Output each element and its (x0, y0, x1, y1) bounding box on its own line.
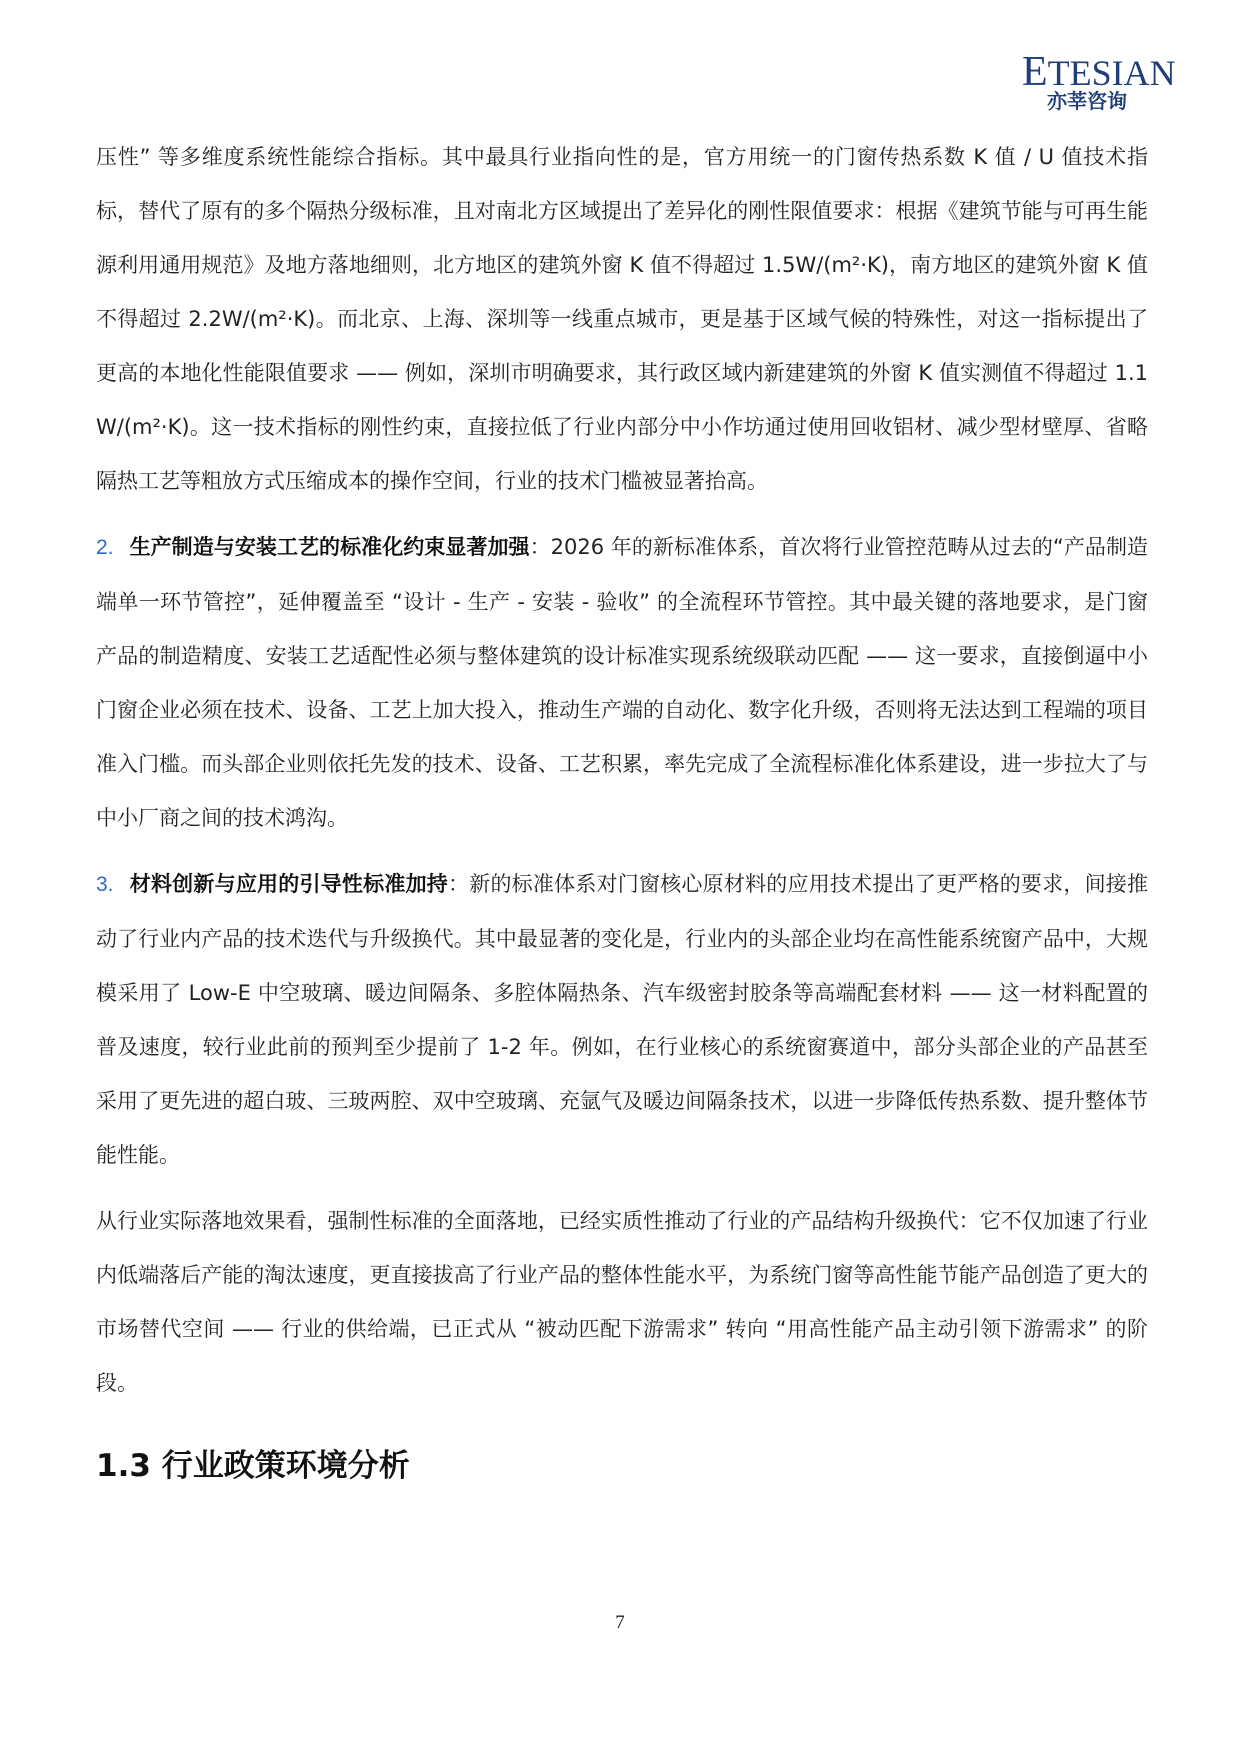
section-heading: 1.3 行业政策环境分析 (96, 1448, 410, 1484)
document-body (96, 130, 1148, 1488)
paragraph-summary: 从行业实际落地效果看，强制性标准的全面落地，已经实质性推动了行业的产品结构升级换代：它不仅加速了行业内低端落后产能的淘汰速度，更直接拔高了行业产品的整体性能水平，为系统门窗等高性能节能产品创造了更大的市场替代空间 —— 行业的供给端，已正式从 “被动匹配下游需求” 转向 “用高性能产品主动引领下游需求” 的阶段。 (96, 1209, 1148, 1395)
list-item-2 (96, 520, 1148, 845)
page-number: 7 (615, 1612, 625, 1633)
list-item-3 (96, 857, 1148, 1182)
list-item-text: 2026 年的新标准体系，首次将行业管控范畴从过去的“产品制造端单一环节管控”，延伸覆盖至 “设计 - 生产 - 安装 - 验收” 的全流程环节管控。其中最关键的落地要求，是门窗产品的制造精度、安装工艺适配性必须与整体建筑的设计标准实现系统级联动匹配 —— 这一要求，直接倒逼中小门窗企业必须在技术、设备、工艺上加大投入，推动生产端的自动化、数字化升级，否则将无法达到工程端的项目准入门槛。而头部企业则依托先发的技术、设备、工艺积累，率先完成了全流程标准化体系建设，进一步拉大了与中小厂商之间的技术鸿沟。 (96, 535, 1149, 830)
logo-english-wordmark: ETESIAN (1022, 49, 1176, 95)
list-item-colon: ： (448, 872, 470, 896)
list-item-lead: 生产制造与安装工艺的标准化约束显著加强 (129, 535, 530, 559)
list-item-lead: 材料创新与应用的引导性标准加持 (129, 872, 449, 896)
company-logo (1022, 49, 1176, 113)
logo-chinese-wordmark: 亦莘咨询 (1047, 89, 1127, 113)
paragraph-intro-continued: 压性” 等多维度系统性能综合指标。其中最具行业指向性的是，官方用统一的门窗传热系数 K 值 / U 值技术指标，替代了原有的多个隔热分级标准，且对南北方区域提出了差异化的刚性限值要求：根据《建筑节能与可再生能源利用通用规范》及地方落地细则，北方地区的建筑外窗 K 值不得超过 1.5W/(m²·K)，南方地区的建筑外窗 K 值不得超过 2.2W/(m²·K)。而北京、上海、深圳等一线重点城市，更是基于区域气候的特殊性，对这一指标提出了更高的本地化性能限值要求 —— 例如，深圳市明确要求，其行政区域内新建建筑的外窗 K 值实测值不得超过 1.1W/(m²·K)。这一技术指标的刚性约束，直接拉低了行业内部分中小作坊通过使用回收铝材、减少型材壁厚、省略隔热工艺等粗放方式压缩成本的操作空间，行业的技术门槛被显著抬高。 (96, 145, 1148, 493)
list-number: 3. (96, 873, 114, 896)
list-item-colon: ： (529, 535, 551, 559)
list-number: 2. (96, 536, 114, 559)
list-item-text: 新的标准体系对门窗核心原材料的应用技术提出了更严格的要求，间接推动了行业内产品的技术迭代与升级换代。其中最显著的变化是，行业内的头部企业均在高性能系统窗产品中，大规模采用了 Low-E 中空玻璃、暖边间隔条、多腔体隔热条、汽车级密封胶条等高端配套材料 —— 这一材料配置的普及速度，较行业此前的预判至少提前了 1-2 年。例如，在行业核心的系统窗赛道中，部分头部企业的产品甚至采用了更先进的超白玻、三玻两腔、双中空玻璃、充氩气及暖边间隔条技术，以进一步降低传热系数、提升整体节能性能。 (96, 872, 1149, 1167)
